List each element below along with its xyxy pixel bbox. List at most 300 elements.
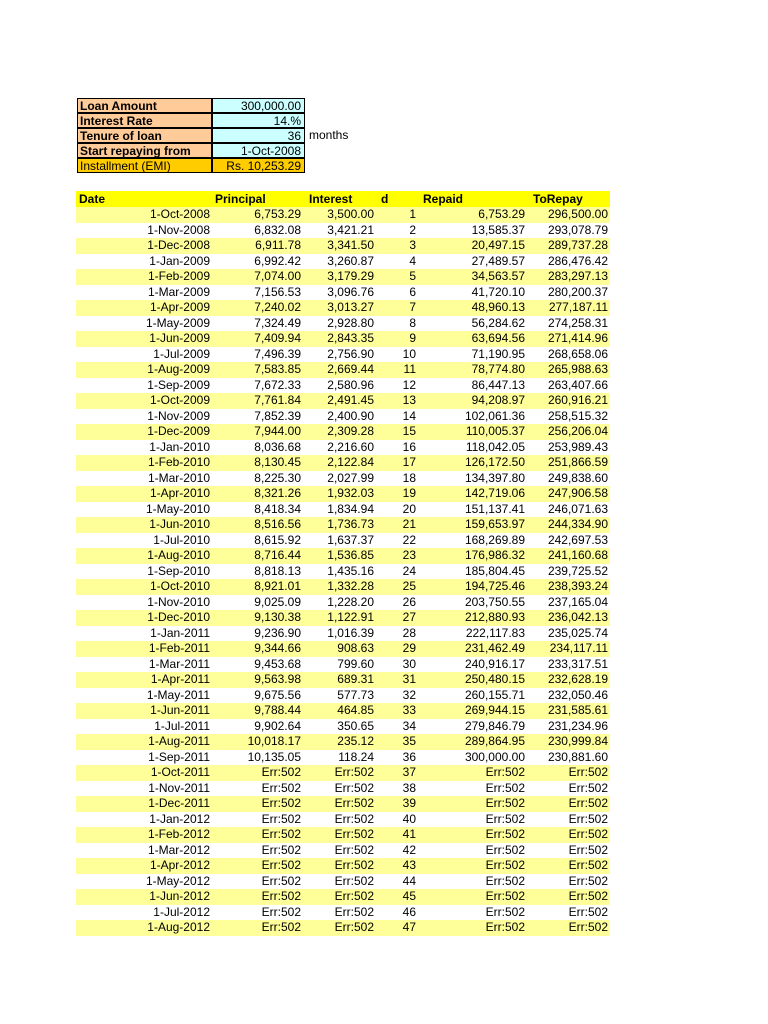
cell-installment-number[interactable]: 30	[402, 656, 416, 671]
cell-installment-number[interactable]: 46	[402, 904, 416, 919]
cell-repaid[interactable]: 185,804.45	[464, 563, 525, 578]
cell-repaid[interactable]: 260,155.71	[464, 687, 525, 702]
cell-installment-number[interactable]: 34	[402, 718, 416, 733]
cell-interest[interactable]: 577.73	[337, 687, 374, 702]
cell-repaid[interactable]: Err:502	[485, 765, 525, 779]
cell-date[interactable]: 1-Aug-2009	[147, 362, 210, 376]
cell-installment-number[interactable]: 2	[409, 222, 416, 237]
cell-installment-number[interactable]: 5	[409, 269, 416, 283]
cell-repaid[interactable]: 94,208.97	[471, 393, 525, 407]
cell-principal[interactable]: 9,025.09	[254, 594, 301, 609]
cell-repaid[interactable]: 194,725.46	[464, 579, 525, 593]
cell-torepay[interactable]: 230,881.60	[547, 749, 608, 764]
cell-principal[interactable]: 9,236.90	[254, 625, 301, 640]
cell-interest[interactable]: 3,179.29	[327, 269, 374, 283]
cell-interest[interactable]: Err:502	[334, 842, 374, 857]
cell-principal[interactable]: 9,563.98	[254, 672, 301, 686]
cell-interest[interactable]: 3,500.00	[327, 207, 374, 221]
cell-repaid[interactable]: Err:502	[485, 920, 525, 934]
cell-installment-number[interactable]: 6	[409, 284, 416, 299]
cell-installment-number[interactable]: 17	[402, 455, 416, 469]
cell-interest[interactable]: 3,421.21	[327, 222, 374, 237]
cell-repaid[interactable]: 6,753.29	[478, 207, 525, 221]
cell-interest[interactable]: 1,932.03	[327, 486, 374, 500]
cell-torepay[interactable]: 237,165.04	[547, 594, 608, 609]
cell-interest[interactable]: 2,122.84	[327, 455, 374, 469]
cell-principal[interactable]: 9,675.56	[254, 687, 301, 702]
cell-repaid[interactable]: Err:502	[485, 873, 525, 888]
cell-date[interactable]: 1-Jan-2012	[149, 811, 210, 826]
cell-date[interactable]: 1-Aug-2011	[148, 734, 210, 748]
cell-principal[interactable]: Err:502	[261, 765, 301, 779]
cell-principal[interactable]: 9,902.64	[254, 718, 301, 733]
cell-installment-number[interactable]: 27	[402, 610, 416, 624]
cell-date[interactable]: 1-Apr-2011	[150, 672, 210, 686]
cell-repaid[interactable]: 13,585.37	[471, 222, 525, 237]
cell-principal[interactable]: Err:502	[261, 811, 301, 826]
cell-interest[interactable]: 235.12	[337, 734, 374, 748]
cell-principal[interactable]: 7,583.85	[254, 362, 301, 376]
cell-installment-number[interactable]: 15	[402, 424, 416, 438]
cell-date[interactable]: 1-Oct-2009	[149, 393, 210, 407]
cell-principal[interactable]: 7,672.33	[254, 377, 301, 392]
cell-torepay[interactable]: Err:502	[568, 780, 608, 795]
cell-principal[interactable]: 8,921.01	[254, 579, 301, 593]
cell-installment-number[interactable]: 23	[402, 548, 416, 562]
cell-date[interactable]: 1-Apr-2009	[149, 300, 210, 314]
cell-installment-number[interactable]: 32	[402, 687, 416, 702]
cell-repaid[interactable]: 126,172.50	[464, 455, 525, 469]
cell-interest[interactable]: 1,016.39	[327, 625, 374, 640]
cell-torepay[interactable]: 296,500.00	[547, 207, 608, 221]
cell-principal[interactable]: Err:502	[261, 780, 301, 795]
cell-date[interactable]: 1-Mar-2011	[148, 656, 210, 671]
cell-torepay[interactable]: Err:502	[568, 842, 608, 857]
cell-date[interactable]: 1-Nov-2008	[147, 222, 210, 237]
cell-torepay[interactable]: 249,838.60	[547, 470, 608, 485]
cell-principal[interactable]: Err:502	[261, 873, 301, 888]
cell-principal[interactable]: Err:502	[261, 904, 301, 919]
cell-repaid[interactable]: 56,284.62	[471, 315, 525, 330]
cell-interest[interactable]: 908.63	[337, 641, 374, 655]
cell-torepay[interactable]: Err:502	[568, 827, 608, 841]
cell-date[interactable]: 1-Sep-2010	[147, 563, 210, 578]
cell-date[interactable]: 1-May-2012	[145, 873, 210, 888]
cell-interest[interactable]: 799.60	[337, 656, 374, 671]
cell-principal[interactable]: 7,240.02	[254, 300, 301, 314]
cell-torepay[interactable]: 231,234.96	[547, 718, 608, 733]
cell-installment-number[interactable]: 8	[409, 315, 416, 330]
cell-interest[interactable]: 2,756.90	[327, 346, 374, 361]
cell-installment-number[interactable]: 29	[402, 641, 416, 655]
cell-repaid[interactable]: Err:502	[485, 780, 525, 795]
cell-torepay[interactable]: 265,988.63	[547, 362, 608, 376]
cell-repaid[interactable]: 289,864.95	[464, 734, 525, 748]
header-torepay[interactable]: ToRepay	[533, 192, 583, 206]
cell-date[interactable]: 1-Jun-2010	[149, 517, 210, 531]
cell-installment-number[interactable]: 28	[402, 625, 416, 640]
cell-installment-number[interactable]: 18	[402, 470, 416, 485]
cell-interest[interactable]: 1,536.85	[327, 548, 374, 562]
cell-date[interactable]: 1-Jul-2010	[153, 532, 210, 547]
cell-repaid[interactable]: 279,846.79	[464, 718, 525, 733]
cell-principal[interactable]: 7,496.39	[254, 346, 301, 361]
cell-interest[interactable]: 3,260.87	[327, 253, 374, 268]
cell-principal[interactable]: 8,036.68	[254, 439, 301, 454]
cell-principal[interactable]: 8,516.56	[254, 517, 301, 531]
cell-date[interactable]: 1-Nov-2011	[148, 780, 210, 795]
cell-date[interactable]: 1-Jan-2009	[149, 253, 210, 268]
cell-torepay[interactable]: 244,334.90	[547, 517, 608, 531]
cell-torepay[interactable]: 280,200.37	[547, 284, 608, 299]
cell-interest[interactable]: Err:502	[334, 873, 374, 888]
cell-torepay[interactable]: 246,071.63	[547, 501, 608, 516]
cell-date[interactable]: 1-Feb-2010	[147, 455, 210, 469]
cell-date[interactable]: 1-Oct-2011	[150, 765, 210, 779]
cell-principal[interactable]: 10,018.17	[247, 734, 301, 748]
cell-date[interactable]: 1-Aug-2010	[147, 548, 210, 562]
cell-repaid[interactable]: 27,489.57	[471, 253, 525, 268]
cell-torepay[interactable]: 242,697.53	[547, 532, 608, 547]
cell-torepay[interactable]: Err:502	[568, 904, 608, 919]
summary-value[interactable]: 1-Oct-2008	[212, 143, 305, 158]
cell-installment-number[interactable]: 22	[402, 532, 416, 547]
cell-torepay[interactable]: 233,317.51	[547, 656, 608, 671]
cell-interest[interactable]: 1,122.91	[327, 610, 374, 624]
cell-interest[interactable]: 3,096.76	[327, 284, 374, 299]
cell-installment-number[interactable]: 33	[402, 703, 416, 717]
cell-installment-number[interactable]: 3	[409, 238, 416, 252]
cell-repaid[interactable]: Err:502	[485, 796, 525, 810]
cell-repaid[interactable]: Err:502	[485, 904, 525, 919]
cell-installment-number[interactable]: 41	[402, 827, 416, 841]
cell-principal[interactable]: Err:502	[261, 889, 301, 903]
cell-installment-number[interactable]: 20	[402, 501, 416, 516]
cell-date[interactable]: 1-Oct-2008	[149, 207, 210, 221]
cell-principal[interactable]: 8,716.44	[254, 548, 301, 562]
cell-date[interactable]: 1-Jun-2012	[149, 889, 210, 903]
cell-torepay[interactable]: 268,658.06	[547, 346, 608, 361]
cell-torepay[interactable]: 256,206.04	[547, 424, 608, 438]
cell-repaid[interactable]: 250,480.15	[464, 672, 525, 686]
cell-repaid[interactable]: Err:502	[485, 842, 525, 857]
cell-installment-number[interactable]: 26	[402, 594, 416, 609]
cell-interest[interactable]: 464.85	[337, 703, 374, 717]
cell-principal[interactable]: 7,409.94	[254, 331, 301, 345]
cell-torepay[interactable]: 289,737.28	[547, 238, 608, 252]
cell-repaid[interactable]: 168,269.89	[464, 532, 525, 547]
cell-installment-number[interactable]: 45	[402, 889, 416, 903]
cell-repaid[interactable]: 142,719.06	[464, 486, 525, 500]
cell-interest[interactable]: 3,013.27	[327, 300, 374, 314]
cell-date[interactable]: 1-Feb-2009	[147, 269, 210, 283]
cell-repaid[interactable]: Err:502	[485, 827, 525, 841]
cell-torepay[interactable]: 247,906.58	[547, 486, 608, 500]
cell-principal[interactable]: 7,852.39	[254, 408, 301, 423]
cell-repaid[interactable]: 151,137.41	[464, 501, 525, 516]
summary-label[interactable]: Loan Amount	[77, 98, 212, 113]
cell-repaid[interactable]: Err:502	[485, 889, 525, 903]
cell-interest[interactable]: Err:502	[334, 858, 374, 872]
cell-torepay[interactable]: 283,297.13	[547, 269, 608, 283]
cell-repaid[interactable]: 222,117.83	[465, 625, 525, 640]
cell-installment-number[interactable]: 43	[402, 858, 416, 872]
cell-installment-number[interactable]: 19	[402, 486, 416, 500]
cell-interest[interactable]: 2,216.60	[327, 439, 374, 454]
cell-principal[interactable]: Err:502	[261, 858, 301, 872]
cell-installment-number[interactable]: 14	[402, 408, 416, 423]
summary-label[interactable]: Interest Rate	[77, 113, 212, 128]
summary-label[interactable]: Start repaying from	[77, 143, 212, 158]
cell-installment-number[interactable]: 24	[402, 563, 416, 578]
summary-unit[interactable]: months	[309, 128, 349, 142]
cell-repaid[interactable]: 159,653.97	[464, 517, 525, 531]
cell-installment-number[interactable]: 42	[402, 842, 416, 857]
cell-installment-number[interactable]: 37	[402, 765, 416, 779]
cell-torepay[interactable]: 293,078.79	[547, 222, 608, 237]
cell-repaid[interactable]: 78,774.80	[471, 362, 525, 376]
cell-repaid[interactable]: 71,190.95	[471, 346, 525, 361]
cell-torepay[interactable]: 241,160.68	[547, 548, 608, 562]
cell-date[interactable]: 1-Jan-2010	[149, 439, 210, 454]
cell-installment-number[interactable]: 38	[402, 780, 416, 795]
cell-date[interactable]: 1-Aug-2012	[147, 920, 210, 934]
cell-principal[interactable]: 8,418.34	[254, 501, 301, 516]
cell-torepay[interactable]: 232,628.19	[547, 672, 608, 686]
cell-interest[interactable]: 1,736.73	[327, 517, 374, 531]
cell-date[interactable]: 1-Jul-2012	[153, 904, 210, 919]
cell-principal[interactable]: 7,324.49	[254, 315, 301, 330]
cell-date[interactable]: 1-Jul-2009	[153, 346, 210, 361]
cell-date[interactable]: 1-Dec-2008	[147, 238, 210, 252]
cell-installment-number[interactable]: 39	[402, 796, 416, 810]
cell-interest[interactable]: 1,435.16	[327, 563, 374, 578]
cell-repaid[interactable]: 20,497.15	[471, 238, 525, 252]
cell-interest[interactable]: 118.24	[338, 749, 374, 764]
cell-interest[interactable]: Err:502	[334, 920, 374, 934]
cell-interest[interactable]: Err:502	[334, 796, 374, 810]
cell-principal[interactable]: 8,818.13	[254, 563, 301, 578]
cell-installment-number[interactable]: 21	[402, 517, 416, 531]
cell-date[interactable]: 1-May-2009	[145, 315, 210, 330]
cell-repaid[interactable]: Err:502	[485, 858, 525, 872]
cell-repaid[interactable]: 203,750.55	[464, 594, 525, 609]
cell-date[interactable]: 1-Nov-2010	[147, 594, 210, 609]
cell-repaid[interactable]: Err:502	[485, 811, 525, 826]
cell-repaid[interactable]: 300,000.00	[464, 749, 525, 764]
cell-principal[interactable]: 8,321.26	[254, 486, 301, 500]
cell-torepay[interactable]: 277,187.11	[548, 300, 608, 314]
header-d[interactable]: d	[381, 192, 389, 206]
cell-principal[interactable]: 6,911.78	[255, 238, 301, 252]
cell-repaid[interactable]: 48,960.13	[471, 300, 525, 314]
cell-installment-number[interactable]: 44	[402, 873, 416, 888]
cell-date[interactable]: 1-Dec-2011	[148, 796, 210, 810]
cell-date[interactable]: 1-Jun-2009	[149, 331, 210, 345]
cell-repaid[interactable]: 41,720.10	[471, 284, 525, 299]
cell-torepay[interactable]: Err:502	[568, 873, 608, 888]
cell-principal[interactable]: 9,453.68	[254, 656, 301, 671]
cell-interest[interactable]: Err:502	[334, 780, 374, 795]
cell-torepay[interactable]: Err:502	[568, 811, 608, 826]
cell-repaid[interactable]: 212,880.93	[464, 610, 525, 624]
summary-value[interactable]: Rs. 10,253.29	[212, 158, 305, 173]
cell-repaid[interactable]: 34,563.57	[471, 269, 525, 283]
cell-torepay[interactable]: Err:502	[568, 889, 608, 903]
cell-repaid[interactable]: 110,005.37	[465, 424, 525, 438]
cell-torepay[interactable]: 274,258.31	[547, 315, 608, 330]
cell-interest[interactable]: 2,491.45	[327, 393, 374, 407]
cell-principal[interactable]: 9,788.44	[254, 703, 301, 717]
cell-date[interactable]: 1-Nov-2009	[147, 408, 210, 423]
cell-interest[interactable]: Err:502	[334, 904, 374, 919]
cell-interest[interactable]: 2,580.96	[327, 377, 374, 392]
cell-torepay[interactable]: 234,117.11	[549, 641, 608, 655]
cell-principal[interactable]: Err:502	[261, 796, 301, 810]
cell-date[interactable]: 1-Oct-2010	[149, 579, 210, 593]
cell-principal[interactable]: 10,135.05	[247, 749, 301, 764]
cell-date[interactable]: 1-Jan-2011	[150, 625, 210, 640]
cell-date[interactable]: 1-Apr-2010	[149, 486, 210, 500]
cell-torepay[interactable]: 251,866.59	[547, 455, 608, 469]
cell-principal[interactable]: 7,156.53	[254, 284, 301, 299]
summary-label[interactable]: Tenure of loan	[77, 128, 212, 143]
summary-value[interactable]: 36	[212, 128, 305, 143]
cell-torepay[interactable]: 231,585.61	[547, 703, 608, 717]
cell-date[interactable]: 1-Mar-2009	[147, 284, 210, 299]
cell-installment-number[interactable]: 40	[402, 811, 416, 826]
cell-principal[interactable]: 9,130.38	[254, 610, 301, 624]
cell-interest[interactable]: 350.65	[337, 718, 374, 733]
cell-installment-number[interactable]: 31	[402, 672, 416, 686]
cell-date[interactable]: 1-Jul-2011	[154, 718, 210, 733]
cell-principal[interactable]: 6,753.29	[254, 207, 301, 221]
cell-torepay[interactable]: 271,414.96	[547, 331, 608, 345]
cell-date[interactable]: 1-Apr-2012	[149, 858, 210, 872]
cell-installment-number[interactable]: 4	[409, 253, 416, 268]
cell-interest[interactable]: 2,843.35	[327, 331, 374, 345]
cell-principal[interactable]: Err:502	[261, 842, 301, 857]
cell-principal[interactable]: 6,832.08	[254, 222, 301, 237]
cell-repaid[interactable]: 176,986.32	[464, 548, 525, 562]
cell-principal[interactable]: 8,130.45	[254, 455, 301, 469]
cell-date[interactable]: 1-Mar-2012	[147, 842, 210, 857]
cell-torepay[interactable]: Err:502	[568, 858, 608, 872]
cell-torepay[interactable]: Err:502	[568, 765, 608, 779]
cell-interest[interactable]: Err:502	[334, 811, 374, 826]
cell-principal[interactable]: Err:502	[261, 827, 301, 841]
cell-torepay[interactable]: 260,916.21	[547, 393, 608, 407]
cell-date[interactable]: 1-Sep-2009	[147, 377, 210, 392]
cell-torepay[interactable]: 239,725.52	[547, 563, 608, 578]
cell-interest[interactable]: 1,637.37	[327, 532, 374, 547]
cell-interest[interactable]: Err:502	[334, 765, 374, 779]
cell-repaid[interactable]: 102,061.36	[464, 408, 525, 423]
cell-date[interactable]: 1-Feb-2011	[148, 641, 210, 655]
cell-principal[interactable]: 7,074.00	[254, 269, 301, 283]
header-repaid[interactable]: Repaid	[423, 192, 464, 206]
cell-interest[interactable]: 2,669.44	[327, 362, 374, 376]
cell-repaid[interactable]: 269,944.15	[464, 703, 525, 717]
header-principal[interactable]: Principal	[215, 192, 266, 206]
cell-principal[interactable]: 8,615.92	[254, 532, 301, 547]
cell-date[interactable]: 1-Feb-2012	[147, 827, 210, 841]
summary-label[interactable]: Installment (EMI)	[77, 158, 212, 173]
cell-torepay[interactable]: 258,515.32	[547, 408, 608, 423]
cell-date[interactable]: 1-Dec-2009	[147, 424, 210, 438]
cell-principal[interactable]: 8,225.30	[254, 470, 301, 485]
cell-installment-number[interactable]: 25	[402, 579, 416, 593]
cell-interest[interactable]: 1,834.94	[327, 501, 374, 516]
header-interest[interactable]: Interest	[309, 192, 353, 206]
table-row	[76, 517, 610, 533]
cell-principal[interactable]: 7,761.84	[254, 393, 301, 407]
cell-interest[interactable]: 2,928.80	[327, 315, 374, 330]
cell-torepay[interactable]: Err:502	[568, 920, 608, 934]
cell-torepay[interactable]: 263,407.66	[547, 377, 608, 392]
cell-repaid[interactable]: 86,447.13	[471, 377, 525, 392]
summary-value[interactable]: 300,000.00	[212, 98, 305, 113]
cell-date[interactable]: 1-Jun-2011	[150, 703, 210, 717]
cell-installment-number[interactable]: 47	[402, 920, 416, 934]
cell-interest[interactable]: 2,400.90	[327, 408, 374, 423]
cell-date[interactable]: 1-Dec-2010	[147, 610, 210, 624]
cell-principal[interactable]: Err:502	[261, 920, 301, 934]
cell-installment-number[interactable]: 9	[409, 331, 416, 345]
cell-installment-number[interactable]: 7	[409, 300, 416, 314]
cell-torepay[interactable]: 253,989.43	[547, 439, 608, 454]
cell-torepay[interactable]: 286,476.42	[547, 253, 608, 268]
cell-interest[interactable]: 1,228.20	[327, 594, 374, 609]
cell-torepay[interactable]: 232,050.46	[547, 687, 608, 702]
cell-date[interactable]: 1-Sep-2011	[148, 749, 210, 764]
cell-repaid[interactable]: 63,694.56	[471, 331, 525, 345]
cell-installment-number[interactable]: 1	[409, 207, 416, 221]
header-date[interactable]: Date	[79, 192, 106, 206]
cell-principal[interactable]: 9,344.66	[254, 641, 301, 655]
cell-installment-number[interactable]: 12	[402, 377, 416, 392]
cell-principal[interactable]: 6,992.42	[254, 253, 301, 268]
cell-date[interactable]: 1-May-2011	[146, 687, 210, 702]
cell-torepay[interactable]: Err:502	[568, 796, 608, 810]
cell-interest[interactable]: 2,027.99	[327, 470, 374, 485]
cell-interest[interactable]: 1,332.28	[327, 579, 374, 593]
cell-installment-number[interactable]: 10	[402, 346, 416, 361]
cell-date[interactable]: 1-Mar-2010	[147, 470, 210, 485]
cell-principal[interactable]: 7,944.00	[254, 424, 301, 438]
cell-torepay[interactable]: 235,025.74	[547, 625, 608, 640]
cell-interest[interactable]: Err:502	[334, 827, 374, 841]
cell-installment-number[interactable]: 35	[402, 734, 416, 748]
cell-repaid[interactable]: 240,916.17	[464, 656, 525, 671]
cell-torepay[interactable]: 230,999.84	[547, 734, 608, 748]
cell-repaid[interactable]: 118,042.05	[465, 439, 525, 454]
cell-installment-number[interactable]: 11	[403, 362, 416, 376]
cell-interest[interactable]: 689.31	[337, 672, 374, 686]
cell-repaid[interactable]: 231,462.49	[464, 641, 525, 655]
cell-installment-number[interactable]: 16	[402, 439, 416, 454]
cell-interest[interactable]: Err:502	[334, 889, 374, 903]
cell-torepay[interactable]: 238,393.24	[547, 579, 608, 593]
cell-repaid[interactable]: 134,397.80	[464, 470, 525, 485]
cell-torepay[interactable]: 236,042.13	[547, 610, 608, 624]
cell-interest[interactable]: 2,309.28	[327, 424, 374, 438]
cell-date[interactable]: 1-May-2010	[145, 501, 210, 516]
summary-value[interactable]: 14.%	[212, 113, 305, 128]
cell-installment-number[interactable]: 13	[402, 393, 416, 407]
cell-interest[interactable]: 3,341.50	[327, 238, 374, 252]
cell-installment-number[interactable]: 36	[402, 749, 416, 764]
